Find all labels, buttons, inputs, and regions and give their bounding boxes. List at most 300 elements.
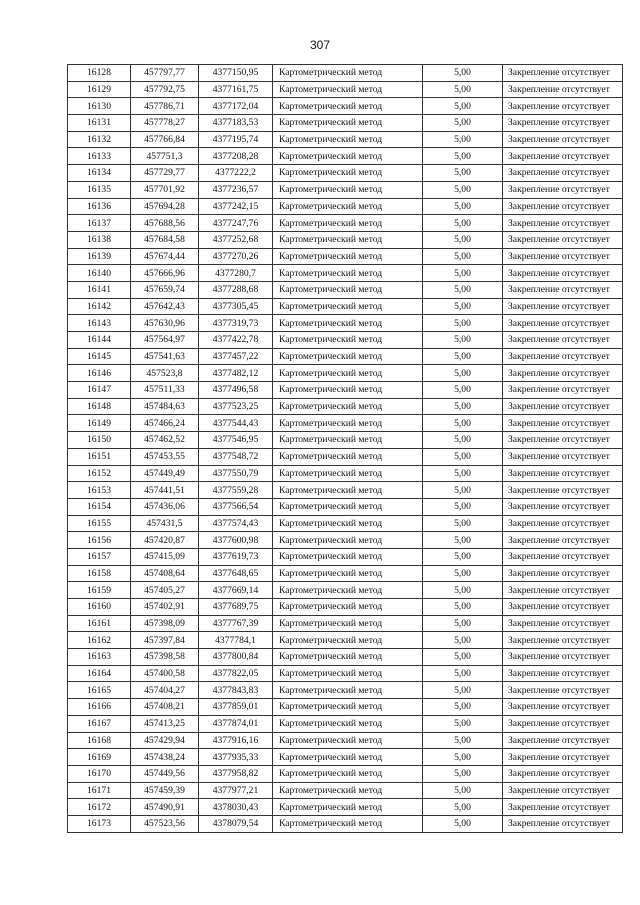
table-row xyxy=(68,365,623,382)
accuracy-cell: 5,00 xyxy=(423,231,503,248)
x-coordinate-cell: 457766,84 xyxy=(131,131,199,148)
y-coordinate-cell: 4377280,7 xyxy=(199,265,273,282)
status-cell: Закрепление отсутствует xyxy=(503,265,623,282)
y-coordinate-cell: 4377822,05 xyxy=(199,665,273,682)
point-number-cell: 16136 xyxy=(68,198,131,215)
status-cell: Закрепление отсутствует xyxy=(503,81,623,98)
accuracy-cell: 5,00 xyxy=(423,715,503,732)
point-number-cell: 16173 xyxy=(68,815,131,832)
y-coordinate-cell: 4377305,45 xyxy=(199,298,273,315)
table-row xyxy=(68,265,623,282)
status-cell: Закрепление отсутствует xyxy=(503,599,623,616)
status-cell: Закрепление отсутствует xyxy=(503,131,623,148)
status-cell: Закрепление отсутствует xyxy=(503,649,623,666)
point-number-cell: 16150 xyxy=(68,432,131,449)
x-coordinate-cell: 457429,94 xyxy=(131,732,199,749)
x-coordinate-cell: 457797,77 xyxy=(131,65,199,82)
point-number-cell: 16156 xyxy=(68,532,131,549)
y-coordinate-cell: 4377767,39 xyxy=(199,615,273,632)
table-row xyxy=(68,465,623,482)
status-cell: Закрепление отсутствует xyxy=(503,732,623,749)
x-coordinate-cell: 457400,58 xyxy=(131,665,199,682)
accuracy-cell: 5,00 xyxy=(423,65,503,82)
table-row xyxy=(68,115,623,132)
y-coordinate-cell: 4377496,58 xyxy=(199,382,273,399)
table-row xyxy=(68,649,623,666)
table-row xyxy=(68,699,623,716)
table-row xyxy=(68,599,623,616)
table-row xyxy=(68,181,623,198)
status-cell: Закрепление отсутствует xyxy=(503,482,623,499)
status-cell: Закрепление отсутствует xyxy=(503,65,623,82)
table-row xyxy=(68,548,623,565)
accuracy-cell: 5,00 xyxy=(423,632,503,649)
method-cell: Картометрический метод xyxy=(273,281,423,298)
accuracy-cell: 5,00 xyxy=(423,432,503,449)
point-number-cell: 16139 xyxy=(68,248,131,265)
point-number-cell: 16128 xyxy=(68,65,131,82)
accuracy-cell: 5,00 xyxy=(423,765,503,782)
method-cell: Картометрический метод xyxy=(273,599,423,616)
accuracy-cell: 5,00 xyxy=(423,498,503,515)
table-row xyxy=(68,415,623,432)
point-number-cell: 16153 xyxy=(68,482,131,499)
x-coordinate-cell: 457674,44 xyxy=(131,248,199,265)
accuracy-cell: 5,00 xyxy=(423,782,503,799)
method-cell: Картометрический метод xyxy=(273,432,423,449)
accuracy-cell: 5,00 xyxy=(423,398,503,415)
point-number-cell: 16140 xyxy=(68,265,131,282)
point-number-cell: 16171 xyxy=(68,782,131,799)
status-cell: Закрепление отсутствует xyxy=(503,415,623,432)
y-coordinate-cell: 4377242,15 xyxy=(199,198,273,215)
table-row xyxy=(68,682,623,699)
x-coordinate-cell: 457462,52 xyxy=(131,432,199,449)
accuracy-cell: 5,00 xyxy=(423,131,503,148)
point-number-cell: 16141 xyxy=(68,281,131,298)
point-number-cell: 16168 xyxy=(68,732,131,749)
status-cell: Закрепление отсутствует xyxy=(503,699,623,716)
x-coordinate-cell: 457490,91 xyxy=(131,799,199,816)
method-cell: Картометрический метод xyxy=(273,115,423,132)
accuracy-cell: 5,00 xyxy=(423,465,503,482)
y-coordinate-cell: 4377977,21 xyxy=(199,782,273,799)
method-cell: Картометрический метод xyxy=(273,782,423,799)
x-coordinate-cell: 457408,64 xyxy=(131,565,199,582)
x-coordinate-cell: 457408,21 xyxy=(131,699,199,716)
status-cell: Закрепление отсутствует xyxy=(503,448,623,465)
page-number: 307 xyxy=(309,38,331,52)
x-coordinate-cell: 457541,63 xyxy=(131,348,199,365)
method-cell: Картометрический метод xyxy=(273,231,423,248)
point-number-cell: 16142 xyxy=(68,298,131,315)
x-coordinate-cell: 457701,92 xyxy=(131,181,199,198)
point-number-cell: 16163 xyxy=(68,649,131,666)
table-row xyxy=(68,782,623,799)
status-cell: Закрепление отсутствует xyxy=(503,682,623,699)
y-coordinate-cell: 4377843,83 xyxy=(199,682,273,699)
y-coordinate-cell: 4377935,33 xyxy=(199,749,273,766)
table-row xyxy=(68,632,623,649)
status-cell: Закрепление отсутствует xyxy=(503,615,623,632)
status-cell: Закрепление отсутствует xyxy=(503,582,623,599)
table-row xyxy=(68,448,623,465)
status-cell: Закрепление отсутствует xyxy=(503,815,623,832)
status-cell: Закрепление отсутствует xyxy=(503,115,623,132)
accuracy-cell: 5,00 xyxy=(423,799,503,816)
method-cell: Картометрический метод xyxy=(273,615,423,632)
status-cell: Закрепление отсутствует xyxy=(503,749,623,766)
method-cell: Картометрический метод xyxy=(273,682,423,699)
y-coordinate-cell: 4377859,01 xyxy=(199,699,273,716)
status-cell: Закрепление отсутствует xyxy=(503,799,623,816)
point-number-cell: 16147 xyxy=(68,382,131,399)
y-coordinate-cell: 4377689,75 xyxy=(199,599,273,616)
method-cell: Картометрический метод xyxy=(273,715,423,732)
method-cell: Картометрический метод xyxy=(273,515,423,532)
y-coordinate-cell: 4377195,74 xyxy=(199,131,273,148)
accuracy-cell: 5,00 xyxy=(423,298,503,315)
table-row xyxy=(68,432,623,449)
y-coordinate-cell: 4377600,98 xyxy=(199,532,273,549)
accuracy-cell: 5,00 xyxy=(423,315,503,332)
accuracy-cell: 5,00 xyxy=(423,181,503,198)
status-cell: Закрепление отсутствует xyxy=(503,548,623,565)
y-coordinate-cell: 4377784,1 xyxy=(199,632,273,649)
point-number-cell: 16148 xyxy=(68,398,131,415)
status-cell: Закрепление отсутствует xyxy=(503,215,623,232)
x-coordinate-cell: 457523,8 xyxy=(131,365,199,382)
y-coordinate-cell: 4377669,14 xyxy=(199,582,273,599)
status-cell: Закрепление отсутствует xyxy=(503,398,623,415)
y-coordinate-cell: 4377619,73 xyxy=(199,548,273,565)
method-cell: Картометрический метод xyxy=(273,732,423,749)
method-cell: Картометрический метод xyxy=(273,765,423,782)
accuracy-cell: 5,00 xyxy=(423,115,503,132)
accuracy-cell: 5,00 xyxy=(423,732,503,749)
point-number-cell: 16152 xyxy=(68,465,131,482)
table-row xyxy=(68,482,623,499)
status-cell: Закрепление отсутствует xyxy=(503,515,623,532)
status-cell: Закрепление отсутствует xyxy=(503,248,623,265)
accuracy-cell: 5,00 xyxy=(423,548,503,565)
status-cell: Закрепление отсутствует xyxy=(503,765,623,782)
table-row xyxy=(68,215,623,232)
status-cell: Закрепление отсутствует xyxy=(503,632,623,649)
status-cell: Закрепление отсутствует xyxy=(503,298,623,315)
y-coordinate-cell: 4377150,95 xyxy=(199,65,273,82)
y-coordinate-cell: 4377247,76 xyxy=(199,215,273,232)
table-row xyxy=(68,398,623,415)
table-row xyxy=(68,315,623,332)
status-cell: Закрепление отсутствует xyxy=(503,565,623,582)
table-row xyxy=(68,165,623,182)
table-row xyxy=(68,565,623,582)
point-number-cell: 16137 xyxy=(68,215,131,232)
method-cell: Картометрический метод xyxy=(273,165,423,182)
method-cell: Картометрический метод xyxy=(273,799,423,816)
point-number-cell: 16162 xyxy=(68,632,131,649)
status-cell: Закрепление отсутствует xyxy=(503,465,623,482)
method-cell: Картометрический метод xyxy=(273,332,423,349)
x-coordinate-cell: 457659,74 xyxy=(131,281,199,298)
method-cell: Картометрический метод xyxy=(273,365,423,382)
y-coordinate-cell: 4377566,54 xyxy=(199,498,273,515)
x-coordinate-cell: 457402,91 xyxy=(131,599,199,616)
method-cell: Картометрический метод xyxy=(273,315,423,332)
method-cell: Картометрический метод xyxy=(273,148,423,165)
method-cell: Картометрический метод xyxy=(273,548,423,565)
x-coordinate-cell: 457511,33 xyxy=(131,382,199,399)
y-coordinate-cell: 4377270,26 xyxy=(199,248,273,265)
accuracy-cell: 5,00 xyxy=(423,649,503,666)
point-number-cell: 16129 xyxy=(68,81,131,98)
status-cell: Закрепление отсутствует xyxy=(503,348,623,365)
point-number-cell: 16169 xyxy=(68,749,131,766)
table-row xyxy=(68,615,623,632)
method-cell: Картометрический метод xyxy=(273,81,423,98)
x-coordinate-cell: 457630,96 xyxy=(131,315,199,332)
table-row xyxy=(68,799,623,816)
table-row xyxy=(68,382,623,399)
table-row xyxy=(68,348,623,365)
x-coordinate-cell: 457431,5 xyxy=(131,515,199,532)
y-coordinate-cell: 4377874,01 xyxy=(199,715,273,732)
x-coordinate-cell: 457778,27 xyxy=(131,115,199,132)
method-cell: Картометрический метод xyxy=(273,348,423,365)
y-coordinate-cell: 4377288,68 xyxy=(199,281,273,298)
y-coordinate-cell: 4377574,43 xyxy=(199,515,273,532)
table-row xyxy=(68,298,623,315)
accuracy-cell: 5,00 xyxy=(423,448,503,465)
point-number-cell: 16159 xyxy=(68,582,131,599)
accuracy-cell: 5,00 xyxy=(423,515,503,532)
table-row xyxy=(68,131,623,148)
x-coordinate-cell: 457792,75 xyxy=(131,81,199,98)
point-number-cell: 16167 xyxy=(68,715,131,732)
point-number-cell: 16155 xyxy=(68,515,131,532)
point-number-cell: 16149 xyxy=(68,415,131,432)
x-coordinate-cell: 457449,49 xyxy=(131,465,199,482)
coordinates-table xyxy=(67,64,623,833)
point-number-cell: 16132 xyxy=(68,131,131,148)
point-number-cell: 16146 xyxy=(68,365,131,382)
point-number-cell: 16151 xyxy=(68,448,131,465)
accuracy-cell: 5,00 xyxy=(423,165,503,182)
x-coordinate-cell: 457751,3 xyxy=(131,148,199,165)
point-number-cell: 16154 xyxy=(68,498,131,515)
x-coordinate-cell: 457449,56 xyxy=(131,765,199,782)
status-cell: Закрепление отсутствует xyxy=(503,532,623,549)
method-cell: Картометрический метод xyxy=(273,448,423,465)
point-number-cell: 16134 xyxy=(68,165,131,182)
table-row xyxy=(68,81,623,98)
coordinates-table-body xyxy=(68,65,623,833)
method-cell: Картометрический метод xyxy=(273,65,423,82)
accuracy-cell: 5,00 xyxy=(423,215,503,232)
status-cell: Закрепление отсутствует xyxy=(503,98,623,115)
method-cell: Картометрический метод xyxy=(273,248,423,265)
method-cell: Картометрический метод xyxy=(273,265,423,282)
table-row xyxy=(68,248,623,265)
status-cell: Закрепление отсутствует xyxy=(503,782,623,799)
accuracy-cell: 5,00 xyxy=(423,248,503,265)
x-coordinate-cell: 457642,43 xyxy=(131,298,199,315)
x-coordinate-cell: 457729,77 xyxy=(131,165,199,182)
y-coordinate-cell: 4378030,43 xyxy=(199,799,273,816)
table-row xyxy=(68,198,623,215)
table-row xyxy=(68,532,623,549)
accuracy-cell: 5,00 xyxy=(423,81,503,98)
method-cell: Картометрический метод xyxy=(273,565,423,582)
x-coordinate-cell: 457466,24 xyxy=(131,415,199,432)
y-coordinate-cell: 4377236,57 xyxy=(199,181,273,198)
method-cell: Картометрический метод xyxy=(273,749,423,766)
table-row xyxy=(68,281,623,298)
point-number-cell: 16145 xyxy=(68,348,131,365)
x-coordinate-cell: 457413,25 xyxy=(131,715,199,732)
accuracy-cell: 5,00 xyxy=(423,599,503,616)
accuracy-cell: 5,00 xyxy=(423,749,503,766)
table-row xyxy=(68,231,623,248)
method-cell: Картометрический метод xyxy=(273,415,423,432)
table-row xyxy=(68,98,623,115)
accuracy-cell: 5,00 xyxy=(423,665,503,682)
accuracy-cell: 5,00 xyxy=(423,532,503,549)
y-coordinate-cell: 4377183,53 xyxy=(199,115,273,132)
method-cell: Картометрический метод xyxy=(273,198,423,215)
x-coordinate-cell: 457420,87 xyxy=(131,532,199,549)
table-row xyxy=(68,665,623,682)
y-coordinate-cell: 4377523,25 xyxy=(199,398,273,415)
x-coordinate-cell: 457398,58 xyxy=(131,649,199,666)
status-cell: Закрепление отсутствует xyxy=(503,165,623,182)
table-row xyxy=(68,582,623,599)
accuracy-cell: 5,00 xyxy=(423,382,503,399)
method-cell: Картометрический метод xyxy=(273,98,423,115)
accuracy-cell: 5,00 xyxy=(423,615,503,632)
method-cell: Картометрический метод xyxy=(273,398,423,415)
accuracy-cell: 5,00 xyxy=(423,415,503,432)
method-cell: Картометрический метод xyxy=(273,815,423,832)
accuracy-cell: 5,00 xyxy=(423,815,503,832)
status-cell: Закрепление отсутствует xyxy=(503,382,623,399)
method-cell: Картометрический метод xyxy=(273,131,423,148)
y-coordinate-cell: 4377958,82 xyxy=(199,765,273,782)
status-cell: Закрепление отсутствует xyxy=(503,432,623,449)
y-coordinate-cell: 4378079,54 xyxy=(199,815,273,832)
accuracy-cell: 5,00 xyxy=(423,699,503,716)
point-number-cell: 16160 xyxy=(68,599,131,616)
y-coordinate-cell: 4377559,28 xyxy=(199,482,273,499)
status-cell: Закрепление отсутствует xyxy=(503,148,623,165)
x-coordinate-cell: 457666,96 xyxy=(131,265,199,282)
method-cell: Картометрический метод xyxy=(273,181,423,198)
point-number-cell: 16138 xyxy=(68,231,131,248)
accuracy-cell: 5,00 xyxy=(423,582,503,599)
point-number-cell: 16166 xyxy=(68,699,131,716)
y-coordinate-cell: 4377422,78 xyxy=(199,332,273,349)
table-row xyxy=(68,332,623,349)
table-row xyxy=(68,148,623,165)
x-coordinate-cell: 457688,56 xyxy=(131,215,199,232)
x-coordinate-cell: 457564,97 xyxy=(131,332,199,349)
method-cell: Картометрический метод xyxy=(273,298,423,315)
point-number-cell: 16161 xyxy=(68,615,131,632)
table-row xyxy=(68,498,623,515)
table-row xyxy=(68,715,623,732)
table-row xyxy=(68,749,623,766)
x-coordinate-cell: 457405,27 xyxy=(131,582,199,599)
y-coordinate-cell: 4377222,2 xyxy=(199,165,273,182)
method-cell: Картометрический метод xyxy=(273,482,423,499)
accuracy-cell: 5,00 xyxy=(423,482,503,499)
status-cell: Закрепление отсутствует xyxy=(503,332,623,349)
y-coordinate-cell: 4377546,95 xyxy=(199,432,273,449)
point-number-cell: 16131 xyxy=(68,115,131,132)
x-coordinate-cell: 457436,06 xyxy=(131,498,199,515)
y-coordinate-cell: 4377161,75 xyxy=(199,81,273,98)
point-number-cell: 16165 xyxy=(68,682,131,699)
x-coordinate-cell: 457786,71 xyxy=(131,98,199,115)
status-cell: Закрепление отсутствует xyxy=(503,665,623,682)
point-number-cell: 16158 xyxy=(68,565,131,582)
accuracy-cell: 5,00 xyxy=(423,365,503,382)
status-cell: Закрепление отсутствует xyxy=(503,498,623,515)
y-coordinate-cell: 4377550,79 xyxy=(199,465,273,482)
table-row xyxy=(68,65,623,82)
point-number-cell: 16143 xyxy=(68,315,131,332)
x-coordinate-cell: 457453,55 xyxy=(131,448,199,465)
method-cell: Картометрический метод xyxy=(273,632,423,649)
point-number-cell: 16133 xyxy=(68,148,131,165)
status-cell: Закрепление отсутствует xyxy=(503,181,623,198)
accuracy-cell: 5,00 xyxy=(423,348,503,365)
point-number-cell: 16164 xyxy=(68,665,131,682)
point-number-cell: 16144 xyxy=(68,332,131,349)
accuracy-cell: 5,00 xyxy=(423,98,503,115)
x-coordinate-cell: 457484,63 xyxy=(131,398,199,415)
point-number-cell: 16172 xyxy=(68,799,131,816)
table-row xyxy=(68,515,623,532)
method-cell: Картометрический метод xyxy=(273,582,423,599)
point-number-cell: 16170 xyxy=(68,765,131,782)
method-cell: Картометрический метод xyxy=(273,665,423,682)
x-coordinate-cell: 457459,39 xyxy=(131,782,199,799)
method-cell: Картометрический метод xyxy=(273,649,423,666)
point-number-cell: 16130 xyxy=(68,98,131,115)
method-cell: Картометрический метод xyxy=(273,532,423,549)
y-coordinate-cell: 4377544,43 xyxy=(199,415,273,432)
x-coordinate-cell: 457694,28 xyxy=(131,198,199,215)
x-coordinate-cell: 457523,56 xyxy=(131,815,199,832)
accuracy-cell: 5,00 xyxy=(423,565,503,582)
x-coordinate-cell: 457398,09 xyxy=(131,615,199,632)
y-coordinate-cell: 4377648,65 xyxy=(199,565,273,582)
y-coordinate-cell: 4377252,68 xyxy=(199,231,273,248)
status-cell: Закрепление отсутствует xyxy=(503,365,623,382)
y-coordinate-cell: 4377208,28 xyxy=(199,148,273,165)
x-coordinate-cell: 457438,24 xyxy=(131,749,199,766)
x-coordinate-cell: 457684,58 xyxy=(131,231,199,248)
accuracy-cell: 5,00 xyxy=(423,148,503,165)
status-cell: Закрепление отсутствует xyxy=(503,315,623,332)
accuracy-cell: 5,00 xyxy=(423,281,503,298)
y-coordinate-cell: 4377916,16 xyxy=(199,732,273,749)
accuracy-cell: 5,00 xyxy=(423,682,503,699)
point-number-cell: 16135 xyxy=(68,181,131,198)
x-coordinate-cell: 457397,84 xyxy=(131,632,199,649)
